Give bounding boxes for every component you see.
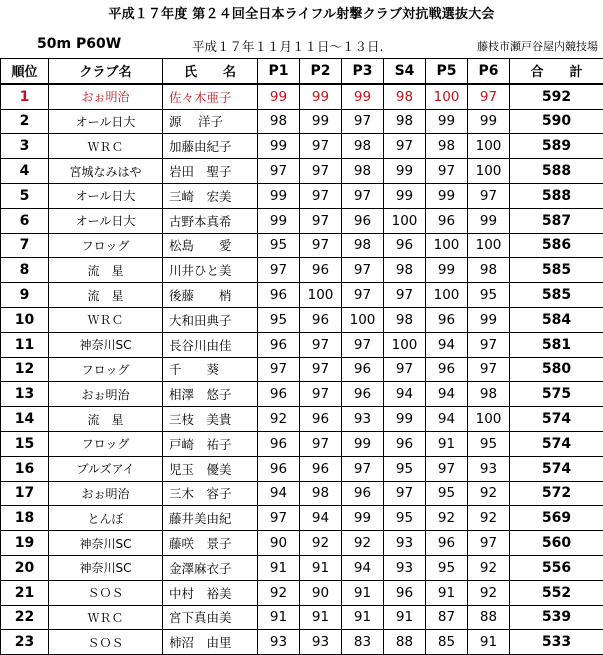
score-s4-cell: 99 [384,159,426,184]
club-cell: 神奈川SC [49,332,163,357]
score-p3-cell: 98 [342,134,384,159]
total-cell: 590 [510,109,603,134]
rank-cell: 14 [1,407,49,432]
score-s4-cell: 96 [384,431,426,456]
total-cell: 556 [510,555,603,580]
club-cell: おぉ明治 [49,481,163,506]
score-p1-cell: 99 [258,183,300,208]
score-p6-cell: 91 [468,630,510,655]
score-p6-cell: 97 [468,332,510,357]
score-p2-cell: 98 [300,481,342,506]
score-p6-cell: 95 [468,283,510,308]
header-p3: P3 [342,59,384,84]
score-s4-cell: 97 [384,481,426,506]
score-p3-cell: 83 [342,630,384,655]
score-p6-cell: 88 [468,605,510,630]
score-p5-cell: 94 [426,407,468,432]
header-p1: P1 [258,59,300,84]
table-row [1,580,603,605]
score-p2-cell: 99 [300,84,342,109]
total-cell: 585 [510,283,603,308]
score-p2-cell: 92 [300,531,342,556]
score-p1-cell: 97 [258,258,300,283]
total-cell: 580 [510,357,603,382]
table-row [1,382,603,407]
score-p1-cell: 99 [258,134,300,159]
athlete-name-cell: 柿沼 由里 [163,630,258,655]
rank-cell: 19 [1,531,49,556]
score-p6-cell: 92 [468,580,510,605]
table-row [1,431,603,456]
table-row [1,531,603,556]
club-cell: フロッグ [49,357,163,382]
club-cell: 流 星 [49,283,163,308]
score-p6-cell: 99 [468,109,510,134]
athlete-name-cell: 戸崎 祐子 [163,431,258,456]
score-p5-cell: 100 [426,84,468,109]
score-s4-cell: 94 [384,382,426,407]
score-p5-cell: 99 [426,183,468,208]
score-p6-cell: 100 [468,159,510,184]
results-table [0,58,603,655]
score-p1-cell: 97 [258,357,300,382]
score-p2-cell: 97 [300,159,342,184]
rank-cell: 11 [1,332,49,357]
athlete-name-cell: 大和田典子 [163,307,258,332]
score-p3-cell: 91 [342,605,384,630]
score-p3-cell: 99 [342,84,384,109]
score-p3-cell: 97 [342,258,384,283]
score-p1-cell: 91 [258,555,300,580]
score-s4-cell: 98 [384,109,426,134]
club-cell: オール日大 [49,109,163,134]
event-dates: 平成１７年１１月１１日～１３日. [192,37,383,55]
table-row [1,307,603,332]
club-cell: ＷＲＣ [49,134,163,159]
score-p3-cell: 94 [342,555,384,580]
score-s4-cell: 97 [384,283,426,308]
score-p1-cell: 97 [258,506,300,531]
club-cell: オール日大 [49,208,163,233]
score-p2-cell: 97 [300,357,342,382]
score-p2-cell: 96 [300,407,342,432]
table-row [1,332,603,357]
score-p5-cell: 97 [426,159,468,184]
score-p5-cell: 96 [426,357,468,382]
table-row [1,481,603,506]
table-row [1,357,603,382]
score-p6-cell: 99 [468,208,510,233]
score-s4-cell: 95 [384,456,426,481]
score-s4-cell: 99 [384,407,426,432]
rank-cell: 23 [1,630,49,655]
rank-cell: 2 [1,109,49,134]
rank-cell: 12 [1,357,49,382]
score-p3-cell: 91 [342,580,384,605]
score-p5-cell: 96 [426,531,468,556]
score-p3-cell: 96 [342,481,384,506]
club-cell: フロッグ [49,431,163,456]
athlete-name-cell: 源 洋子 [163,109,258,134]
score-s4-cell: 98 [384,307,426,332]
score-p1-cell: 96 [258,283,300,308]
score-p1-cell: 96 [258,382,300,407]
score-p2-cell: 91 [300,605,342,630]
score-p5-cell: 91 [426,580,468,605]
score-p5-cell: 94 [426,382,468,407]
score-p5-cell: 96 [426,307,468,332]
score-s4-cell: 88 [384,630,426,655]
table-row [1,555,603,580]
score-p2-cell: 90 [300,580,342,605]
total-cell: 587 [510,208,603,233]
header-club: クラブ名 [49,59,163,84]
score-s4-cell: 100 [384,208,426,233]
header-s4: S4 [384,59,426,84]
rank-cell: 13 [1,382,49,407]
score-p3-cell: 96 [342,208,384,233]
results-body [1,84,603,655]
athlete-name-cell: 相澤 悠子 [163,382,258,407]
table-row [1,84,603,109]
rank-cell: 5 [1,183,49,208]
total-cell: 574 [510,407,603,432]
club-cell: おぉ明治 [49,84,163,109]
table-row [1,407,603,432]
athlete-name-cell: 古野本真希 [163,208,258,233]
score-p3-cell: 99 [342,506,384,531]
score-p6-cell: 93 [468,456,510,481]
table-row [1,208,603,233]
score-p1-cell: 94 [258,481,300,506]
score-p6-cell: 97 [468,84,510,109]
score-p5-cell: 92 [426,506,468,531]
total-cell: 588 [510,183,603,208]
total-cell: 533 [510,630,603,655]
rank-cell: 3 [1,134,49,159]
club-cell: 神奈川SC [49,555,163,580]
score-p2-cell: 97 [300,431,342,456]
rank-cell: 21 [1,580,49,605]
score-p3-cell: 93 [342,407,384,432]
score-s4-cell: 93 [384,555,426,580]
score-p5-cell: 99 [426,258,468,283]
score-p2-cell: 96 [300,456,342,481]
total-cell: 575 [510,382,603,407]
event-info-row [0,30,603,58]
score-p3-cell: 97 [342,283,384,308]
score-p3-cell: 98 [342,159,384,184]
table-row [1,283,603,308]
total-cell: 539 [510,605,603,630]
rank-cell: 10 [1,307,49,332]
score-p2-cell: 97 [300,382,342,407]
club-cell: フロッグ [49,233,163,258]
table-row [1,159,603,184]
score-p1-cell: 99 [258,84,300,109]
athlete-name-cell: 加藤由紀子 [163,134,258,159]
score-p6-cell: 92 [468,481,510,506]
score-s4-cell: 98 [384,84,426,109]
club-cell: オール日大 [49,183,163,208]
score-p6-cell: 98 [468,382,510,407]
score-p2-cell: 96 [300,307,342,332]
score-p5-cell: 95 [426,481,468,506]
score-p1-cell: 96 [258,456,300,481]
score-s4-cell: 93 [384,531,426,556]
score-p6-cell: 92 [468,506,510,531]
score-p2-cell: 99 [300,109,342,134]
score-p6-cell: 92 [468,555,510,580]
score-p1-cell: 95 [258,307,300,332]
header-p2: P2 [300,59,342,84]
score-p6-cell: 100 [468,407,510,432]
score-p6-cell: 99 [468,307,510,332]
total-cell: 560 [510,531,603,556]
total-cell: 569 [510,506,603,531]
total-cell: 584 [510,307,603,332]
athlete-name-cell: 長谷川由佳 [163,332,258,357]
score-s4-cell: 99 [384,183,426,208]
page-title: 平成１７年度 第２４回全日本ライフル射撃クラブ対抗戦選抜大会 [0,0,603,30]
total-cell: 588 [510,159,603,184]
rank-cell: 9 [1,283,49,308]
score-p2-cell: 94 [300,506,342,531]
score-p6-cell: 97 [468,531,510,556]
score-p5-cell: 97 [426,456,468,481]
score-p6-cell: 100 [468,134,510,159]
table-row [1,605,603,630]
club-cell: ＷＲＣ [49,605,163,630]
score-p1-cell: 98 [258,109,300,134]
club-cell: 宮城なみはや [49,159,163,184]
total-cell: 581 [510,332,603,357]
table-row [1,630,603,655]
score-p3-cell: 99 [342,431,384,456]
score-p5-cell: 99 [426,109,468,134]
score-s4-cell: 97 [384,134,426,159]
athlete-name-cell: 川井ひと美 [163,258,258,283]
athlete-name-cell: 後藤 梢 [163,283,258,308]
total-cell: 592 [510,84,603,109]
rank-cell: 7 [1,233,49,258]
table-row [1,258,603,283]
rank-cell: 22 [1,605,49,630]
total-cell: 574 [510,431,603,456]
athlete-name-cell: 三崎 宏美 [163,183,258,208]
score-p2-cell: 93 [300,630,342,655]
score-p2-cell: 97 [300,332,342,357]
table-row [1,183,603,208]
score-p1-cell: 96 [258,332,300,357]
score-p3-cell: 96 [342,357,384,382]
score-p6-cell: 97 [468,183,510,208]
score-p2-cell: 97 [300,208,342,233]
score-p1-cell: 92 [258,407,300,432]
score-p5-cell: 91 [426,431,468,456]
score-p5-cell: 100 [426,233,468,258]
table-row [1,134,603,159]
table-row [1,233,603,258]
rank-cell: 4 [1,159,49,184]
score-p2-cell: 91 [300,555,342,580]
athlete-name-cell: 松島 愛 [163,233,258,258]
rank-cell: 16 [1,456,49,481]
athlete-name-cell: 三木 容子 [163,481,258,506]
score-p6-cell: 95 [468,431,510,456]
score-p5-cell: 94 [426,332,468,357]
club-cell: ＳＯＳ [49,580,163,605]
rank-cell: 17 [1,481,49,506]
score-s4-cell: 95 [384,506,426,531]
club-cell: 神奈川SC [49,531,163,556]
score-p5-cell: 96 [426,208,468,233]
club-cell: ＳＯＳ [49,630,163,655]
rank-cell: 20 [1,555,49,580]
rank-cell: 15 [1,431,49,456]
rank-cell: 18 [1,506,49,531]
score-p2-cell: 97 [300,183,342,208]
table-row [1,456,603,481]
total-cell: 589 [510,134,603,159]
header-rank: 順位 [1,59,49,84]
score-p1-cell: 92 [258,580,300,605]
event-label: 50m P60W [37,36,121,52]
athlete-name-cell: 藤井美由紀 [163,506,258,531]
score-p3-cell: 92 [342,531,384,556]
score-p1-cell: 96 [258,431,300,456]
club-cell: 流 星 [49,407,163,432]
athlete-name-cell: 中村 裕美 [163,580,258,605]
score-p5-cell: 100 [426,283,468,308]
header-total: 合 計 [510,59,603,84]
score-s4-cell: 100 [384,332,426,357]
header-p6: P6 [468,59,510,84]
score-p1-cell: 95 [258,233,300,258]
total-cell: 574 [510,456,603,481]
club-cell: ＷＲＣ [49,307,163,332]
athlete-name-cell: 藤咲 景子 [163,531,258,556]
score-s4-cell: 96 [384,580,426,605]
total-cell: 572 [510,481,603,506]
score-p6-cell: 98 [468,258,510,283]
rank-cell: 1 [1,84,49,109]
athlete-name-cell: 三枝 美貴 [163,407,258,432]
total-cell: 586 [510,233,603,258]
score-p2-cell: 100 [300,283,342,308]
score-p3-cell: 98 [342,233,384,258]
club-cell: おぉ明治 [49,382,163,407]
score-p2-cell: 96 [300,258,342,283]
score-p6-cell: 97 [468,357,510,382]
score-p3-cell: 96 [342,382,384,407]
score-p5-cell: 87 [426,605,468,630]
score-p5-cell: 98 [426,134,468,159]
athlete-name-cell: 千 葵 [163,357,258,382]
score-s4-cell: 98 [384,258,426,283]
score-p3-cell: 97 [342,332,384,357]
score-p6-cell: 100 [468,233,510,258]
rank-cell: 6 [1,208,49,233]
score-p2-cell: 97 [300,233,342,258]
score-s4-cell: 97 [384,357,426,382]
table-row [1,109,603,134]
score-p1-cell: 90 [258,531,300,556]
score-p3-cell: 97 [342,183,384,208]
rank-cell: 8 [1,258,49,283]
athlete-name-cell: 宮下真由美 [163,605,258,630]
header-name: 氏 名 [163,59,258,84]
athlete-name-cell: 岩田 聖子 [163,159,258,184]
score-p3-cell: 97 [342,456,384,481]
score-p1-cell: 99 [258,208,300,233]
score-p1-cell: 93 [258,630,300,655]
score-p3-cell: 97 [342,109,384,134]
total-cell: 585 [510,258,603,283]
athlete-name-cell: 金澤麻衣子 [163,555,258,580]
table-row [1,506,603,531]
club-cell: とんぼ [49,506,163,531]
score-s4-cell: 96 [384,233,426,258]
score-p3-cell: 100 [342,307,384,332]
score-p1-cell: 97 [258,159,300,184]
score-p2-cell: 97 [300,134,342,159]
table-header-row [1,59,603,84]
score-p5-cell: 95 [426,555,468,580]
event-venue: 藤枝市瀬戸谷屋内競技場 [477,38,603,54]
score-s4-cell: 91 [384,605,426,630]
score-p5-cell: 85 [426,630,468,655]
athlete-name-cell: 児玉 優美 [163,456,258,481]
club-cell: 流 星 [49,258,163,283]
header-p5: P5 [426,59,468,84]
club-cell: ブルズアイ [49,456,163,481]
total-cell: 552 [510,580,603,605]
athlete-name-cell: 佐々木亜子 [163,84,258,109]
score-p1-cell: 91 [258,605,300,630]
